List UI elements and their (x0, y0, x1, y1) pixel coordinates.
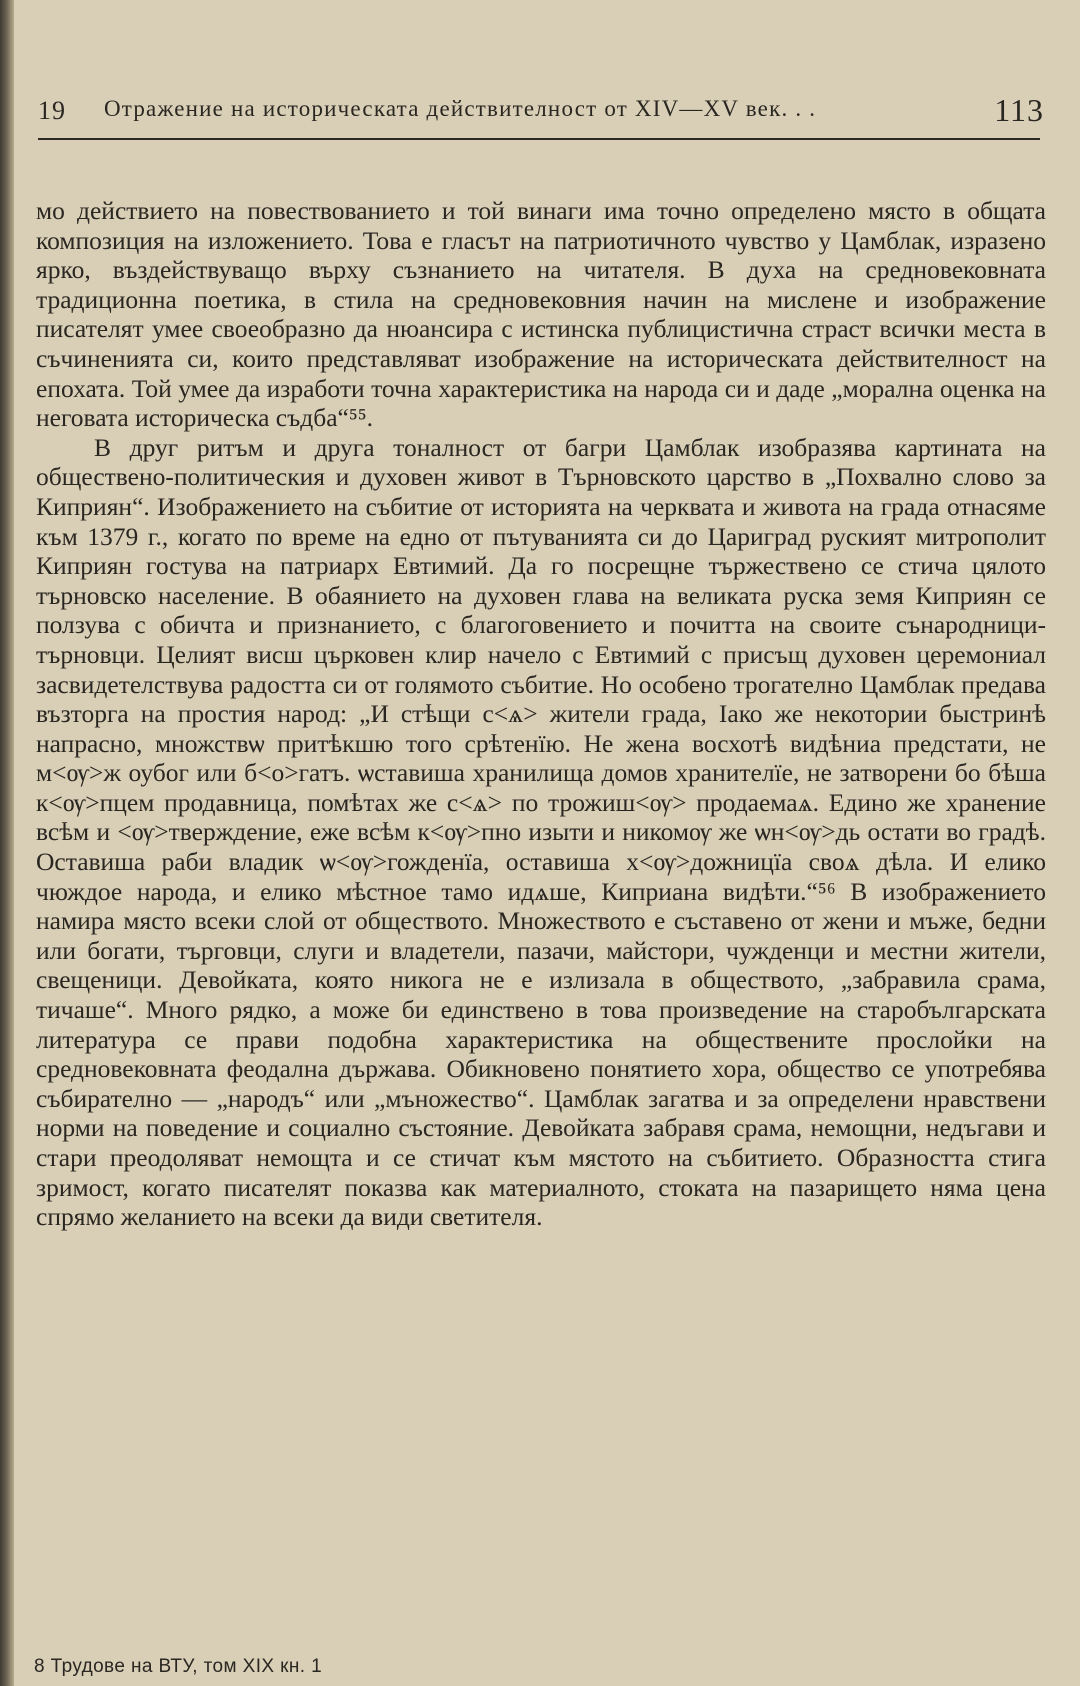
running-title: Отражение на историческата действителност от XIV—XV век. . . (104, 96, 817, 121)
signature-footer: 8 Трудове на ВТУ, том XIX кн. 1 (34, 1656, 323, 1677)
header-rule (38, 138, 1040, 140)
folio-number: 113 (994, 92, 1044, 128)
paragraph-1: мо действието на повествованието и той винаги има точно определено място в общата композиция на изложението. Това е гласът на патриотичното чувство у Цамблак, изразено ярко, въздействуващо върху съзнанието на читателя. В духа на средновековната традиционна поетика, в стила на средновековния начин на мислене и изображение писателят умее своеобразно да нюансира с истинска публицистична страст всички места в съчиненията си, които представляват изображение на историческата действителност на епохата. Той умее да изработи точна характеристика на народа си и даде „морална оценка на неговата историческа съдба“⁵⁵. (36, 196, 1046, 433)
book-page (32, 0, 1072, 1686)
page-number: 19 (38, 96, 66, 125)
book-spine-shadow (0, 0, 14, 1686)
paragraph-2: В друг ритъм и друга тоналност от багри Цамблак изобразява картината на обществено-политическия и духовен живот в Търновското царство в „Похвално слово за Киприян“. Изображението на събитие от историята на черквата и живота на града отнасяме към 1379 г., когато по време на едно от пътуванията си до Цариград руският митрополит Киприян гостува на патриарх Евтимий. Да го посрещне тържествено се стича цялото търновско население. В обаянието на духовен глава на великата руска земя Киприян се ползува с обичта и признанието, с благоговението и почитта на своите сънародници-търновци. Целият висш църковен клир начело с Евтимий с присъщ духовен церемониал засвидетелствува радостта си от голямото събитие. Но особено трогателно Цамблак предава възторга на простия народ: „И стѣщи с<ѧ> жители града, Іако же некотории быстринѣ напрасно, множствѡ притѣкшю того срѣтенїю. Не жена восхотѣ видѣниа предстати, не м<ѹ>ж оубог или б<о>гатъ. ѡставиша хранилища домов хранителїе, не затворени бо бѣша к<ѹ>пцем продавница, помѣтах же с<ѧ> по трожиш<ѹ> продаемаѧ. Едино же хранение всѣм и <ѹ>тверждение, еже всѣм к<ѹ>пно изыти и никомѹ же ѡн<ѹ>дь остати во градѣ. Оставиша раби владик ѡ<ѹ>гожденїа, оставиша х<ѹ>дожницїа своѧ дѣла. И елико чюждое народа, и елико мѣстное тамо идѧше, Киприана видѣти.“⁵⁶ В изображението намира място всеки слой от обществото. Множеството е съставено от жени и мъже, бедни или богати, търговци, слуги и владетели, пазачи, майстори, чужденци и местни жители, свещеници. Девойката, която никога не е излизала в обществото, „забравила срама, тичаше“. Много рядко, а може би единствено в това произведение на старобългарската литература се прави подобна характеристика на обществените прослойки на средновековната феодална държава. Обикновено понятието хора, общество се употребява събирателно — „народъ“ или „мъножество“. Цамблак загатва и за определени нравствени норми на поведение и социално състояние. Девойката забравя срама, немощни, недъгави и стари преодоляват немощта и се стичат към мястото на събитието. Образността стига зримост, когато писателят показва как материалното, стоката на пазарището няма цена спрямо желанието на всеки да види светителя. (36, 432, 1046, 1232)
main-text (36, 196, 1046, 1232)
running-header (38, 92, 1054, 132)
